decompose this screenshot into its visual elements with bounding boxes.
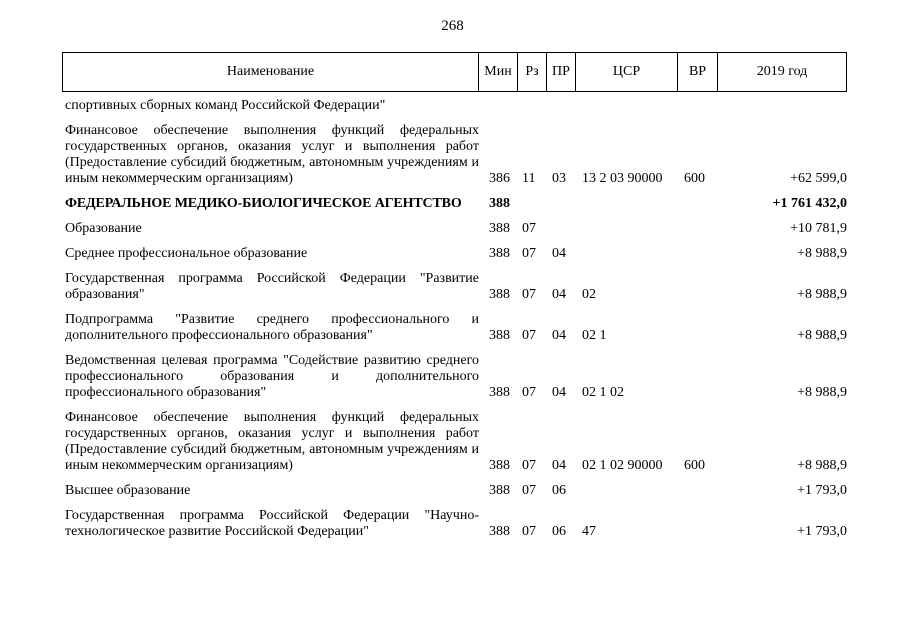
row-name: Государственная программа Российской Федерации "Развитие образования" [65,271,479,302]
header-min: Мин [479,53,518,92]
row-name: Среднее профессиональное образование [65,246,308,261]
row-rz: 07 [522,483,536,498]
row-sum: +10 781,9 [790,221,847,236]
page-number: 268 [441,18,464,34]
table-row [65,483,847,499]
row-pr: 04 [552,287,566,302]
row-rz: 07 [522,246,536,261]
row-min: 388 [489,458,510,473]
table-row-agency [65,196,847,212]
row-min: 388 [489,246,510,261]
table-row [65,410,847,474]
row-name: Государственная программа Российской Федерации "Научно-технологическое развитие Российской Федерации" [65,508,479,539]
row-csr: 13 2 03 90000 [582,171,663,186]
row-sum: +8 988,9 [797,328,847,343]
row-name: Ведомственная целевая программа "Содействие развитию среднего профессионального образования и дополнительного профессионального образования" [65,353,479,400]
row-rz: 07 [522,385,536,400]
row-sum: +1 761 432,0 [772,196,847,211]
header-name: Наименование [63,53,479,92]
row-sum: +8 988,9 [797,287,847,302]
table-row [65,221,847,237]
row-name: Подпрограмма "Развитие среднего профессионального и дополнительного профессионального образования" [65,312,479,343]
table-row [65,508,847,540]
row-name: спортивных сборных команд Российской Федерации" [65,98,386,113]
row-name: Образование [65,221,142,236]
row-pr: 03 [552,171,566,186]
row-min: 388 [489,328,510,343]
row-min: 388 [489,287,510,302]
table-row [65,246,847,262]
table-header [62,52,847,92]
row-sum: +8 988,9 [797,385,847,400]
row-pr: 04 [552,328,566,343]
row-min: 388 [489,483,510,498]
row-csr: 02 1 [582,328,607,343]
header-csr: ЦСР [576,53,678,92]
header-pr: ПР [547,53,576,92]
row-pr: 06 [552,524,566,539]
row-sum: +8 988,9 [797,458,847,473]
row-name: Финансовое обеспечение выполнения функций федеральных государственных органов, оказания услуг и выполнения работ (Предоставление субсидий бюджетным, автономным учреждениям и иным некоммерческим организациям) [65,410,479,473]
row-pr: 06 [552,483,566,498]
header-rz: Рз [518,53,547,92]
row-pr: 04 [552,246,566,261]
row-min: 386 [489,171,510,186]
row-sum: +62 599,0 [790,171,847,186]
row-rz: 07 [522,524,536,539]
row-min: 388 [489,221,510,236]
row-csr: 02 [582,287,596,302]
row-name: Высшее образование [65,483,191,498]
table-body [65,98,847,549]
header-vr: ВР [678,53,718,92]
row-sum: +1 793,0 [797,483,847,498]
table-row [65,271,847,303]
table-row [65,123,847,187]
table-row [65,312,847,344]
row-sum: +1 793,0 [797,524,847,539]
row-pr: 04 [552,458,566,473]
row-rz: 07 [522,287,536,302]
row-rz: 07 [522,458,536,473]
row-csr: 02 1 02 90000 [582,458,663,473]
row-csr: 02 1 02 [582,385,624,400]
row-vr: 600 [684,171,705,186]
row-min: 388 [489,385,510,400]
row-csr: 47 [582,524,596,539]
row-pr: 04 [552,385,566,400]
row-name: Финансовое обеспечение выполнения функций федеральных государственных органов, оказания услуг и выполнения работ (Предоставление субсидий бюджетным, автономным учреждениям и иным некоммерческим организациям) [65,123,479,186]
row-min: 388 [489,196,510,211]
row-sum: +8 988,9 [797,246,847,261]
row-rz: 07 [522,221,536,236]
row-name: ФЕДЕРАЛЬНОЕ МЕДИКО-БИОЛОГИЧЕСКОЕ АГЕНТСТВО [65,196,462,211]
header-year: 2019 год [718,53,847,92]
table-row [65,98,847,114]
row-min: 388 [489,524,510,539]
row-rz: 11 [522,171,536,186]
table-row [65,353,847,401]
row-vr: 600 [684,458,705,473]
row-rz: 07 [522,328,536,343]
